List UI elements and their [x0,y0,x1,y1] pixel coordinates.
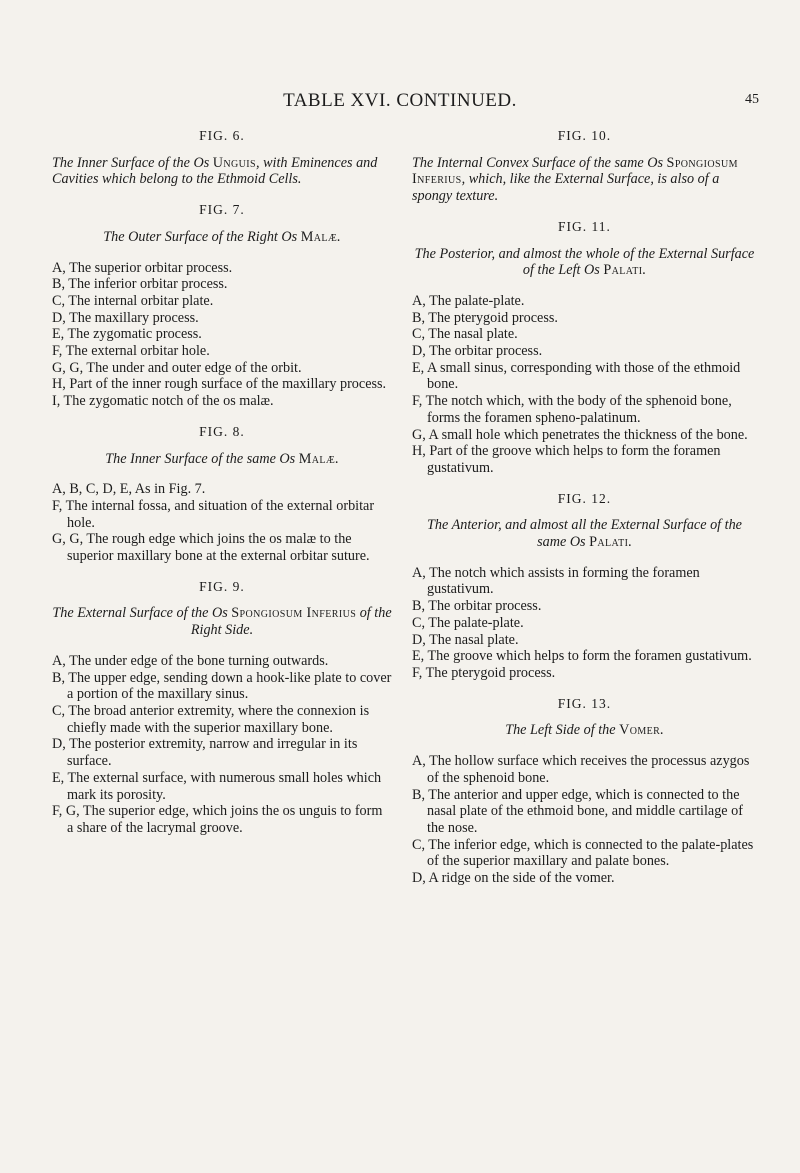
legend-item: F, G, The superior edge, which joins the os unguis to form a share of the lacrymal groove. [52,803,383,836]
figure-caption [52,451,392,468]
figure-section [52,202,392,410]
legend-item: I, The zygomatic notch of the os malæ. [52,393,274,410]
caption-text: The Anterior, and almost all the External Surface of the same Os [427,517,742,551]
legend-item: D, The maxillary process. [52,309,199,326]
figure-caption [412,155,757,205]
legend-item: D, The posterior extremity, narrow and irregular in its surface. [52,736,358,770]
legend-item: A, The hollow surface which receives the processus azygos of the sphenoid bone. [412,753,750,786]
caption-text: The Internal Convex Surface of the same Os [412,154,667,171]
caption-bone-name: Malæ [300,228,338,245]
legend-item: G, G, The rough edge which joins the os malæ to the superior maxillary bone at the external orbitar suture. [52,531,370,565]
legend-item: D, The nasal plate. [412,631,519,648]
figure-caption [52,155,392,188]
legend-item: A, B, C, D, E, As in Fig. 7. [52,481,206,498]
legend-item: B, The pterygoid process. [412,309,558,326]
legend-item: C, The inferior edge, which is connected to the palate-plates of the superior maxillary and palate bones. [412,836,754,870]
figure-heading: FIG. 11. [558,218,611,234]
legend-item: B, The orbitar process. [412,598,542,615]
caption-text: The Inner Surface of the Os [52,154,213,171]
caption-bone-name: Vomer [619,722,661,739]
legend-item: G, A small hole which penetrates the thickness of the bone. [412,426,748,443]
caption-bone-name: Malæ [298,450,336,467]
legend-item: C, The broad anterior extremity, where the connexion is chiefly made with the superior maxillary bone. [52,702,370,736]
figure-section [412,219,757,477]
legend-item: D, A ridge on the side of the vomer. [412,870,615,887]
caption-text: , which, like the External Surface, is also of a spongy texture. [412,171,720,205]
caption-text: The Inner Surface of the same Os [105,450,299,467]
caption-text: The Posterior, and almost the whole of the External Surface of the Left Os [414,245,755,279]
caption-bone-name: Spongiosum Inferius [412,154,738,188]
left-column [52,128,392,851]
legend-item: A, The under edge of the bone turning outwards. [52,652,329,669]
figure-heading: FIG. 12. [557,490,612,506]
figure-section [52,128,392,188]
figure-heading: FIG. 10. [557,128,612,143]
figure-section [52,424,392,565]
figure-caption [52,605,392,638]
figure-caption [412,722,757,739]
legend-item: A, The superior orbitar process. [52,259,233,276]
legend-item: G, G, The under and outer edge of the orbit. [52,359,302,376]
figure-section [52,579,392,837]
legend-item: E, A small sinus, corresponding with those of the ethmoid bone. [412,359,741,393]
caption-bone-name: Spongiosum Inferius [231,605,357,622]
figure-heading: FIG. 7. [199,202,245,218]
figure-section [412,491,757,682]
legend-item: E, The groove which helps to form the foramen gustativum. [412,648,752,665]
caption-bone-name: Palati [589,534,629,551]
figure-heading: FIG. 8. [199,423,245,439]
caption-text: . [337,228,341,245]
caption-text: of the Right Side. [190,605,392,639]
caption-text: . [660,722,664,739]
legend-item: H, Part of the groove which helps to form the foramen gustativum. [412,443,721,476]
caption-text: The Left Side of the [505,722,620,739]
legend-item: F, The pterygoid process. [412,664,556,681]
caption-text: , with Eminences and Cavities which belong to the Ethmoid Cells. [52,154,378,188]
caption-text: . [642,262,647,279]
legend-item: C, The internal orbitar plate. [52,292,214,309]
legend-item: E, The zygomatic process. [52,326,202,343]
page-number: 45 [745,92,759,107]
legend-item: B, The upper edge, sending down a hook-like plate to cover a portion of the maxillary sinus. [52,669,392,703]
caption-text: . [628,534,632,551]
legend-item: E, The external surface, with numerous small holes which mark its porosity. [52,769,382,803]
caption-text: The External Surface of the Os [52,605,232,622]
caption-text: . [335,450,339,467]
figure-caption [412,517,757,550]
caption-bone-name: Unguis [212,154,256,171]
figure-caption [52,229,392,246]
legend-item: H, Part of the inner rough surface of the maxillary process. [52,376,387,393]
legend-item: D, The orbitar process. [412,343,543,360]
legend-item: A, The notch which assists in forming the foramen gustativum. [412,564,700,598]
figure-section [412,696,757,887]
legend-item: B, The inferior orbitar process. [52,276,228,293]
legend-item: F, The notch which, with the body of the sphenoid bone, forms the foramen spheno-palatinum. [412,393,732,426]
right-column [412,128,757,901]
figure-caption [412,246,757,279]
figure-section [412,128,757,205]
legend-item: C, The nasal plate. [412,326,518,343]
legend-item: C, The palate-plate. [412,614,524,631]
caption-bone-name: Palati [603,262,643,279]
legend-item: A, The palate-plate. [412,292,525,309]
page-header: TABLE XVI. CONTINUED. [283,90,517,111]
legend-item: F, The external orbitar hole. [52,343,210,360]
figure-heading: FIG. 13. [557,695,612,711]
figure-heading: FIG. 9. [199,578,245,594]
legend-item: F, The internal fossa, and situation of the external orbitar hole. [52,497,375,531]
caption-text: The Outer Surface of the Right Os [103,228,301,245]
figure-heading: FIG. 6. [199,128,245,143]
legend-item: B, The anterior and upper edge, which is connected to the nasal plate of the ethmoid bone, and middle cartilage of the nose. [412,786,743,836]
